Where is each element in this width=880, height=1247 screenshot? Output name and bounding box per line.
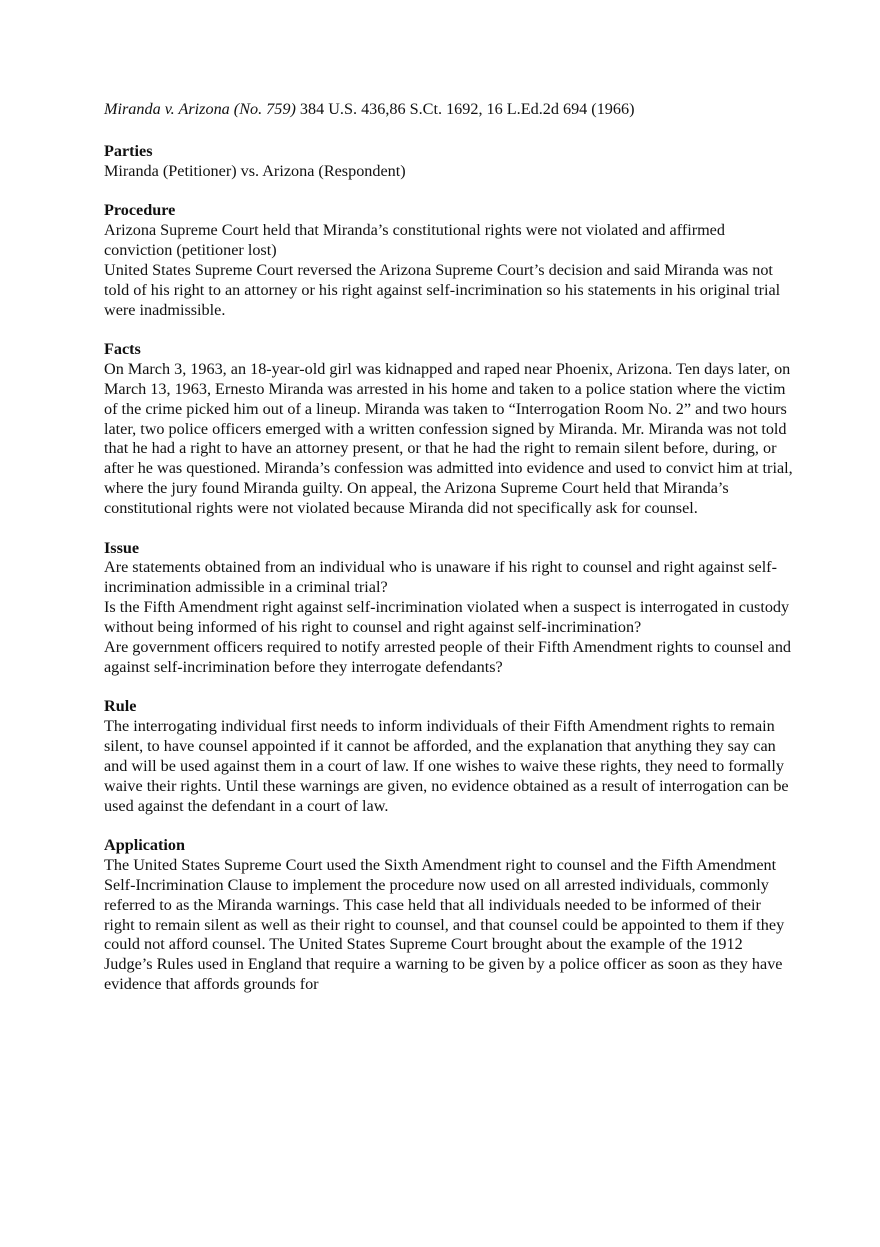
section-application bbox=[104, 836, 794, 995]
issue-paragraph: Are government officers required to notify arrested people of their Fifth Amendment rights to counsel and against self-incrimination before they interrogate defendants? bbox=[104, 637, 792, 676]
section-heading-rule: Rule bbox=[104, 697, 137, 716]
section-heading-facts: Facts bbox=[104, 340, 141, 359]
case-citation bbox=[104, 100, 794, 120]
section-heading-procedure: Procedure bbox=[104, 201, 176, 220]
section-heading-application: Application bbox=[104, 836, 185, 855]
parties-paragraph: Miranda (Petitioner) vs. Arizona (Respondent) bbox=[104, 161, 406, 180]
section-rule bbox=[104, 697, 794, 816]
case-reporter: 384 U.S. 436,86 S.Ct. 1692, 16 L.Ed.2d 694 (1966) bbox=[299, 100, 635, 118]
rule-paragraph: The interrogating individual first needs to inform individuals of their Fifth Amendment rights to remain silent, to have counsel appointed if it cannot be afforded, and the explanation that anything they say can and will be used against them in a court of law. If one wishes to waive these rights, they need to formally waive their rights. Until these warnings are given, no evidence obtained as a result of interrogation can be used against the defendant in a court of law. bbox=[104, 717, 789, 815]
procedure-paragraph: Arizona Supreme Court held that Miranda’s constitutional rights were not violated and affirmed conviction (petitioner lost) bbox=[104, 221, 725, 260]
case-name: Miranda v. Arizona (No. 759) bbox=[104, 100, 296, 118]
document-page bbox=[104, 100, 794, 1015]
section-parties bbox=[104, 142, 794, 182]
section-procedure bbox=[104, 201, 794, 320]
section-facts bbox=[104, 340, 794, 519]
issue-paragraph: Are statements obtained from an individual who is unaware if his right to counsel and right against self-incrimination admissible in a criminal trial? bbox=[104, 558, 777, 597]
application-paragraph: The United States Supreme Court used the Sixth Amendment right to counsel and the Fifth Amendment Self-Incrimination Clause to implement the procedure now used on all arrested individuals, commonly referred to as the Miranda warnings. This case held that all individuals needed to be informed of their right to remain silent as well as their right to counsel, and that counsel could be appointed to them if they could not afford counsel. The United States Supreme Court brought about the example of the 1912 Judge’s Rules used in England that require a warning to be given by a police officer as soon as they have evidence that affords grounds for bbox=[104, 855, 785, 994]
section-heading-issue: Issue bbox=[104, 538, 140, 557]
facts-paragraph: On March 3, 1963, an 18-year-old girl was kidnapped and raped near Phoenix, Arizona. Ten days later, on March 13, 1963, Ernesto Miranda was arrested in his home and taken to a police station where the victim of the crime picked him out of a lineup. Miranda was taken to “Interrogation Room No. 2” and two hours later, two police officers emerged with a written confession signed by Miranda. Mr. Miranda was not told that he had a right to have an attorney present, or that he had the right to remain silent before, during, or after he was questioned. Miranda’s confession was admitted into evidence and used to convict him at trial, where the jury found Miranda guilty. On appeal, the Arizona Supreme Court held that Miranda’s constitutional rights were not violated because Miranda did not specifically ask for counsel. bbox=[104, 360, 793, 517]
section-heading-parties: Parties bbox=[104, 141, 153, 160]
section-issue bbox=[104, 539, 794, 678]
issue-paragraph: Is the Fifth Amendment right against self-incrimination violated when a suspect is interrogated in custody without being informed of his right to counsel and right against self-incrimination? bbox=[104, 598, 790, 636]
procedure-paragraph: United States Supreme Court reversed the Arizona Supreme Court’s decision and said Miranda was not told of his right to an attorney or his right against self-incrimination so his statements in his original trial were inadmissible. bbox=[104, 260, 781, 319]
